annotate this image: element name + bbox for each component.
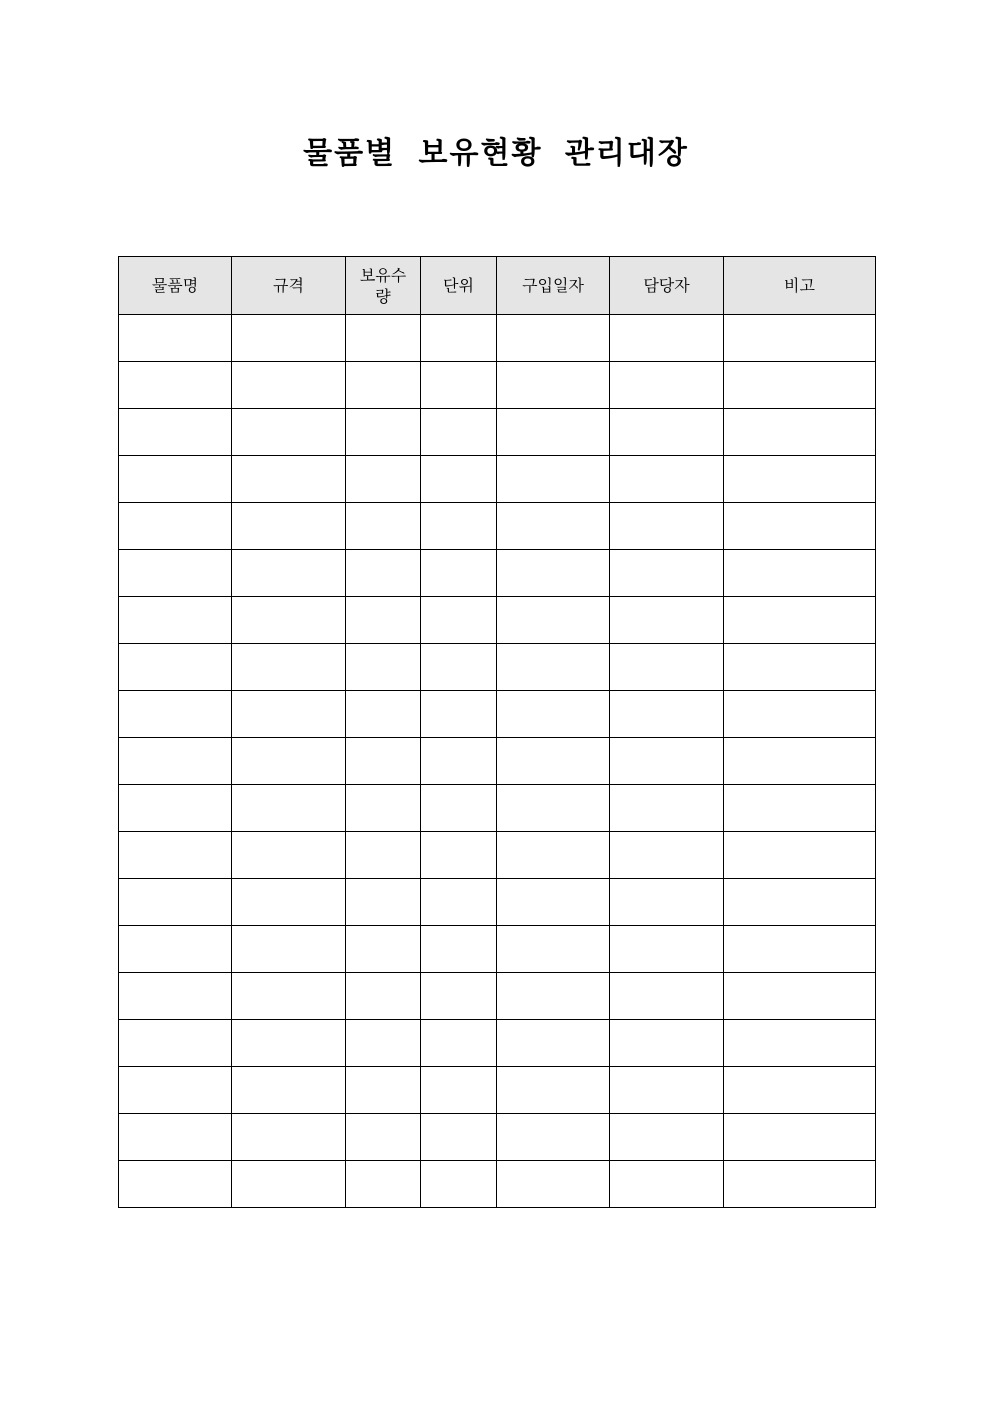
quantity-cell[interactable] [346, 503, 421, 550]
table-row [119, 1161, 876, 1208]
table-row [119, 409, 876, 456]
manager-cell[interactable] [610, 503, 724, 550]
page-title: 물품별 보유현황 관리대장 [303, 136, 689, 171]
table-row [119, 362, 876, 409]
item-name-cell[interactable] [119, 550, 232, 597]
manager-cell[interactable] [610, 832, 724, 879]
spec-cell[interactable] [232, 973, 346, 1020]
spec-cell[interactable] [232, 409, 346, 456]
inventory-ledger-table [118, 256, 876, 1208]
unit-cell[interactable] [421, 738, 497, 785]
manager-cell[interactable] [610, 973, 724, 1020]
column-header-spec: 규격 [232, 257, 346, 315]
unit-cell[interactable] [421, 409, 497, 456]
spec-cell[interactable] [232, 597, 346, 644]
unit-cell[interactable] [421, 1114, 497, 1161]
manager-cell[interactable] [610, 691, 724, 738]
spec-cell[interactable] [232, 315, 346, 362]
remarks-cell[interactable] [724, 409, 876, 456]
remarks-cell[interactable] [724, 691, 876, 738]
unit-cell[interactable] [421, 315, 497, 362]
table-row [119, 550, 876, 597]
remarks-cell[interactable] [724, 973, 876, 1020]
manager-cell[interactable] [610, 785, 724, 832]
spec-cell[interactable] [232, 926, 346, 973]
item-name-cell[interactable] [119, 409, 232, 456]
manager-cell[interactable] [610, 597, 724, 644]
manager-cell[interactable] [610, 1067, 724, 1114]
manager-cell[interactable] [610, 550, 724, 597]
quantity-cell[interactable] [346, 785, 421, 832]
purchase-date-cell[interactable] [497, 738, 610, 785]
item-name-cell[interactable] [119, 456, 232, 503]
unit-cell[interactable] [421, 597, 497, 644]
item-name-cell[interactable] [119, 832, 232, 879]
purchase-date-cell[interactable] [497, 597, 610, 644]
unit-cell[interactable] [421, 785, 497, 832]
table-row [119, 1067, 876, 1114]
quantity-cell[interactable] [346, 456, 421, 503]
column-header-item-name: 물품명 [119, 257, 232, 315]
table-row [119, 785, 876, 832]
quantity-cell[interactable] [346, 362, 421, 409]
remarks-cell[interactable] [724, 785, 876, 832]
spec-cell[interactable] [232, 785, 346, 832]
item-name-cell[interactable] [119, 644, 232, 691]
quantity-cell[interactable] [346, 644, 421, 691]
item-name-cell[interactable] [119, 315, 232, 362]
table-header-row [119, 257, 876, 315]
remarks-cell[interactable] [724, 644, 876, 691]
table-row [119, 879, 876, 926]
remarks-cell[interactable] [724, 1161, 876, 1208]
spec-cell[interactable] [232, 550, 346, 597]
quantity-cell[interactable] [346, 315, 421, 362]
item-name-cell[interactable] [119, 879, 232, 926]
purchase-date-cell[interactable] [497, 879, 610, 926]
manager-cell[interactable] [610, 738, 724, 785]
quantity-cell[interactable] [346, 926, 421, 973]
item-name-cell[interactable] [119, 691, 232, 738]
column-header-manager: 담당자 [610, 257, 724, 315]
remarks-cell[interactable] [724, 362, 876, 409]
item-name-cell[interactable] [119, 362, 232, 409]
spec-cell[interactable] [232, 1067, 346, 1114]
unit-cell[interactable] [421, 503, 497, 550]
unit-cell[interactable] [421, 1020, 497, 1067]
column-header-unit: 단위 [421, 257, 497, 315]
purchase-date-cell[interactable] [497, 550, 610, 597]
unit-cell[interactable] [421, 362, 497, 409]
remarks-cell[interactable] [724, 738, 876, 785]
table-row [119, 973, 876, 1020]
quantity-cell[interactable] [346, 738, 421, 785]
purchase-date-cell[interactable] [497, 644, 610, 691]
item-name-cell[interactable] [119, 1114, 232, 1161]
column-header-quantity: 보유수량 [346, 257, 421, 315]
manager-cell[interactable] [610, 456, 724, 503]
remarks-cell[interactable] [724, 926, 876, 973]
table-row [119, 738, 876, 785]
table-row [119, 832, 876, 879]
purchase-date-cell[interactable] [497, 503, 610, 550]
quantity-cell[interactable] [346, 1067, 421, 1114]
unit-cell[interactable] [421, 691, 497, 738]
quantity-cell[interactable] [346, 409, 421, 456]
remarks-cell[interactable] [724, 550, 876, 597]
table-row [119, 1020, 876, 1067]
spec-cell[interactable] [232, 456, 346, 503]
purchase-date-cell[interactable] [497, 973, 610, 1020]
remarks-cell[interactable] [724, 456, 876, 503]
manager-cell[interactable] [610, 879, 724, 926]
quantity-cell[interactable] [346, 832, 421, 879]
spec-cell[interactable] [232, 1020, 346, 1067]
quantity-cell[interactable] [346, 879, 421, 926]
unit-cell[interactable] [421, 1067, 497, 1114]
manager-cell[interactable] [610, 1114, 724, 1161]
quantity-cell[interactable] [346, 1020, 421, 1067]
item-name-cell[interactable] [119, 926, 232, 973]
purchase-date-cell[interactable] [497, 315, 610, 362]
item-name-cell[interactable] [119, 973, 232, 1020]
table-row [119, 503, 876, 550]
unit-cell[interactable] [421, 973, 497, 1020]
manager-cell[interactable] [610, 315, 724, 362]
quantity-cell[interactable] [346, 597, 421, 644]
spec-cell[interactable] [232, 644, 346, 691]
spec-cell[interactable] [232, 362, 346, 409]
spec-cell[interactable] [232, 503, 346, 550]
spec-cell[interactable] [232, 832, 346, 879]
item-name-cell[interactable] [119, 1067, 232, 1114]
item-name-cell[interactable] [119, 1020, 232, 1067]
manager-cell[interactable] [610, 644, 724, 691]
quantity-cell[interactable] [346, 1161, 421, 1208]
spec-cell[interactable] [232, 738, 346, 785]
table-row [119, 644, 876, 691]
remarks-cell[interactable] [724, 503, 876, 550]
manager-cell[interactable] [610, 1161, 724, 1208]
remarks-cell[interactable] [724, 315, 876, 362]
remarks-cell[interactable] [724, 879, 876, 926]
purchase-date-cell[interactable] [497, 1114, 610, 1161]
table-row [119, 456, 876, 503]
table-body [119, 315, 876, 1208]
remarks-cell[interactable] [724, 1114, 876, 1161]
remarks-cell[interactable] [724, 1020, 876, 1067]
unit-cell[interactable] [421, 1161, 497, 1208]
table-row [119, 926, 876, 973]
spec-cell[interactable] [232, 1114, 346, 1161]
purchase-date-cell[interactable] [497, 1020, 610, 1067]
unit-cell[interactable] [421, 832, 497, 879]
table-row [119, 691, 876, 738]
manager-cell[interactable] [610, 409, 724, 456]
item-name-cell[interactable] [119, 503, 232, 550]
unit-cell[interactable] [421, 550, 497, 597]
unit-cell[interactable] [421, 456, 497, 503]
purchase-date-cell[interactable] [497, 785, 610, 832]
quantity-cell[interactable] [346, 691, 421, 738]
purchase-date-cell[interactable] [497, 926, 610, 973]
remarks-cell[interactable] [724, 597, 876, 644]
quantity-cell[interactable] [346, 550, 421, 597]
item-name-cell[interactable] [119, 1161, 232, 1208]
unit-cell[interactable] [421, 644, 497, 691]
item-name-cell[interactable] [119, 785, 232, 832]
manager-cell[interactable] [610, 1020, 724, 1067]
column-header-remarks: 비고 [724, 257, 876, 315]
manager-cell[interactable] [610, 362, 724, 409]
spec-cell[interactable] [232, 691, 346, 738]
quantity-cell[interactable] [346, 973, 421, 1020]
table-row [119, 1114, 876, 1161]
table-row [119, 315, 876, 362]
item-name-cell[interactable] [119, 597, 232, 644]
remarks-cell[interactable] [724, 1067, 876, 1114]
remarks-cell[interactable] [724, 832, 876, 879]
manager-cell[interactable] [610, 926, 724, 973]
column-header-purchase-date: 구입일자 [497, 257, 610, 315]
purchase-date-cell[interactable] [497, 832, 610, 879]
purchase-date-cell[interactable] [497, 1067, 610, 1114]
purchase-date-cell[interactable] [497, 362, 610, 409]
unit-cell[interactable] [421, 879, 497, 926]
table-row [119, 597, 876, 644]
quantity-cell[interactable] [346, 1114, 421, 1161]
spec-cell[interactable] [232, 1161, 346, 1208]
spec-cell[interactable] [232, 879, 346, 926]
purchase-date-cell[interactable] [497, 1161, 610, 1208]
purchase-date-cell[interactable] [497, 691, 610, 738]
item-name-cell[interactable] [119, 738, 232, 785]
purchase-date-cell[interactable] [497, 456, 610, 503]
unit-cell[interactable] [421, 926, 497, 973]
purchase-date-cell[interactable] [497, 409, 610, 456]
